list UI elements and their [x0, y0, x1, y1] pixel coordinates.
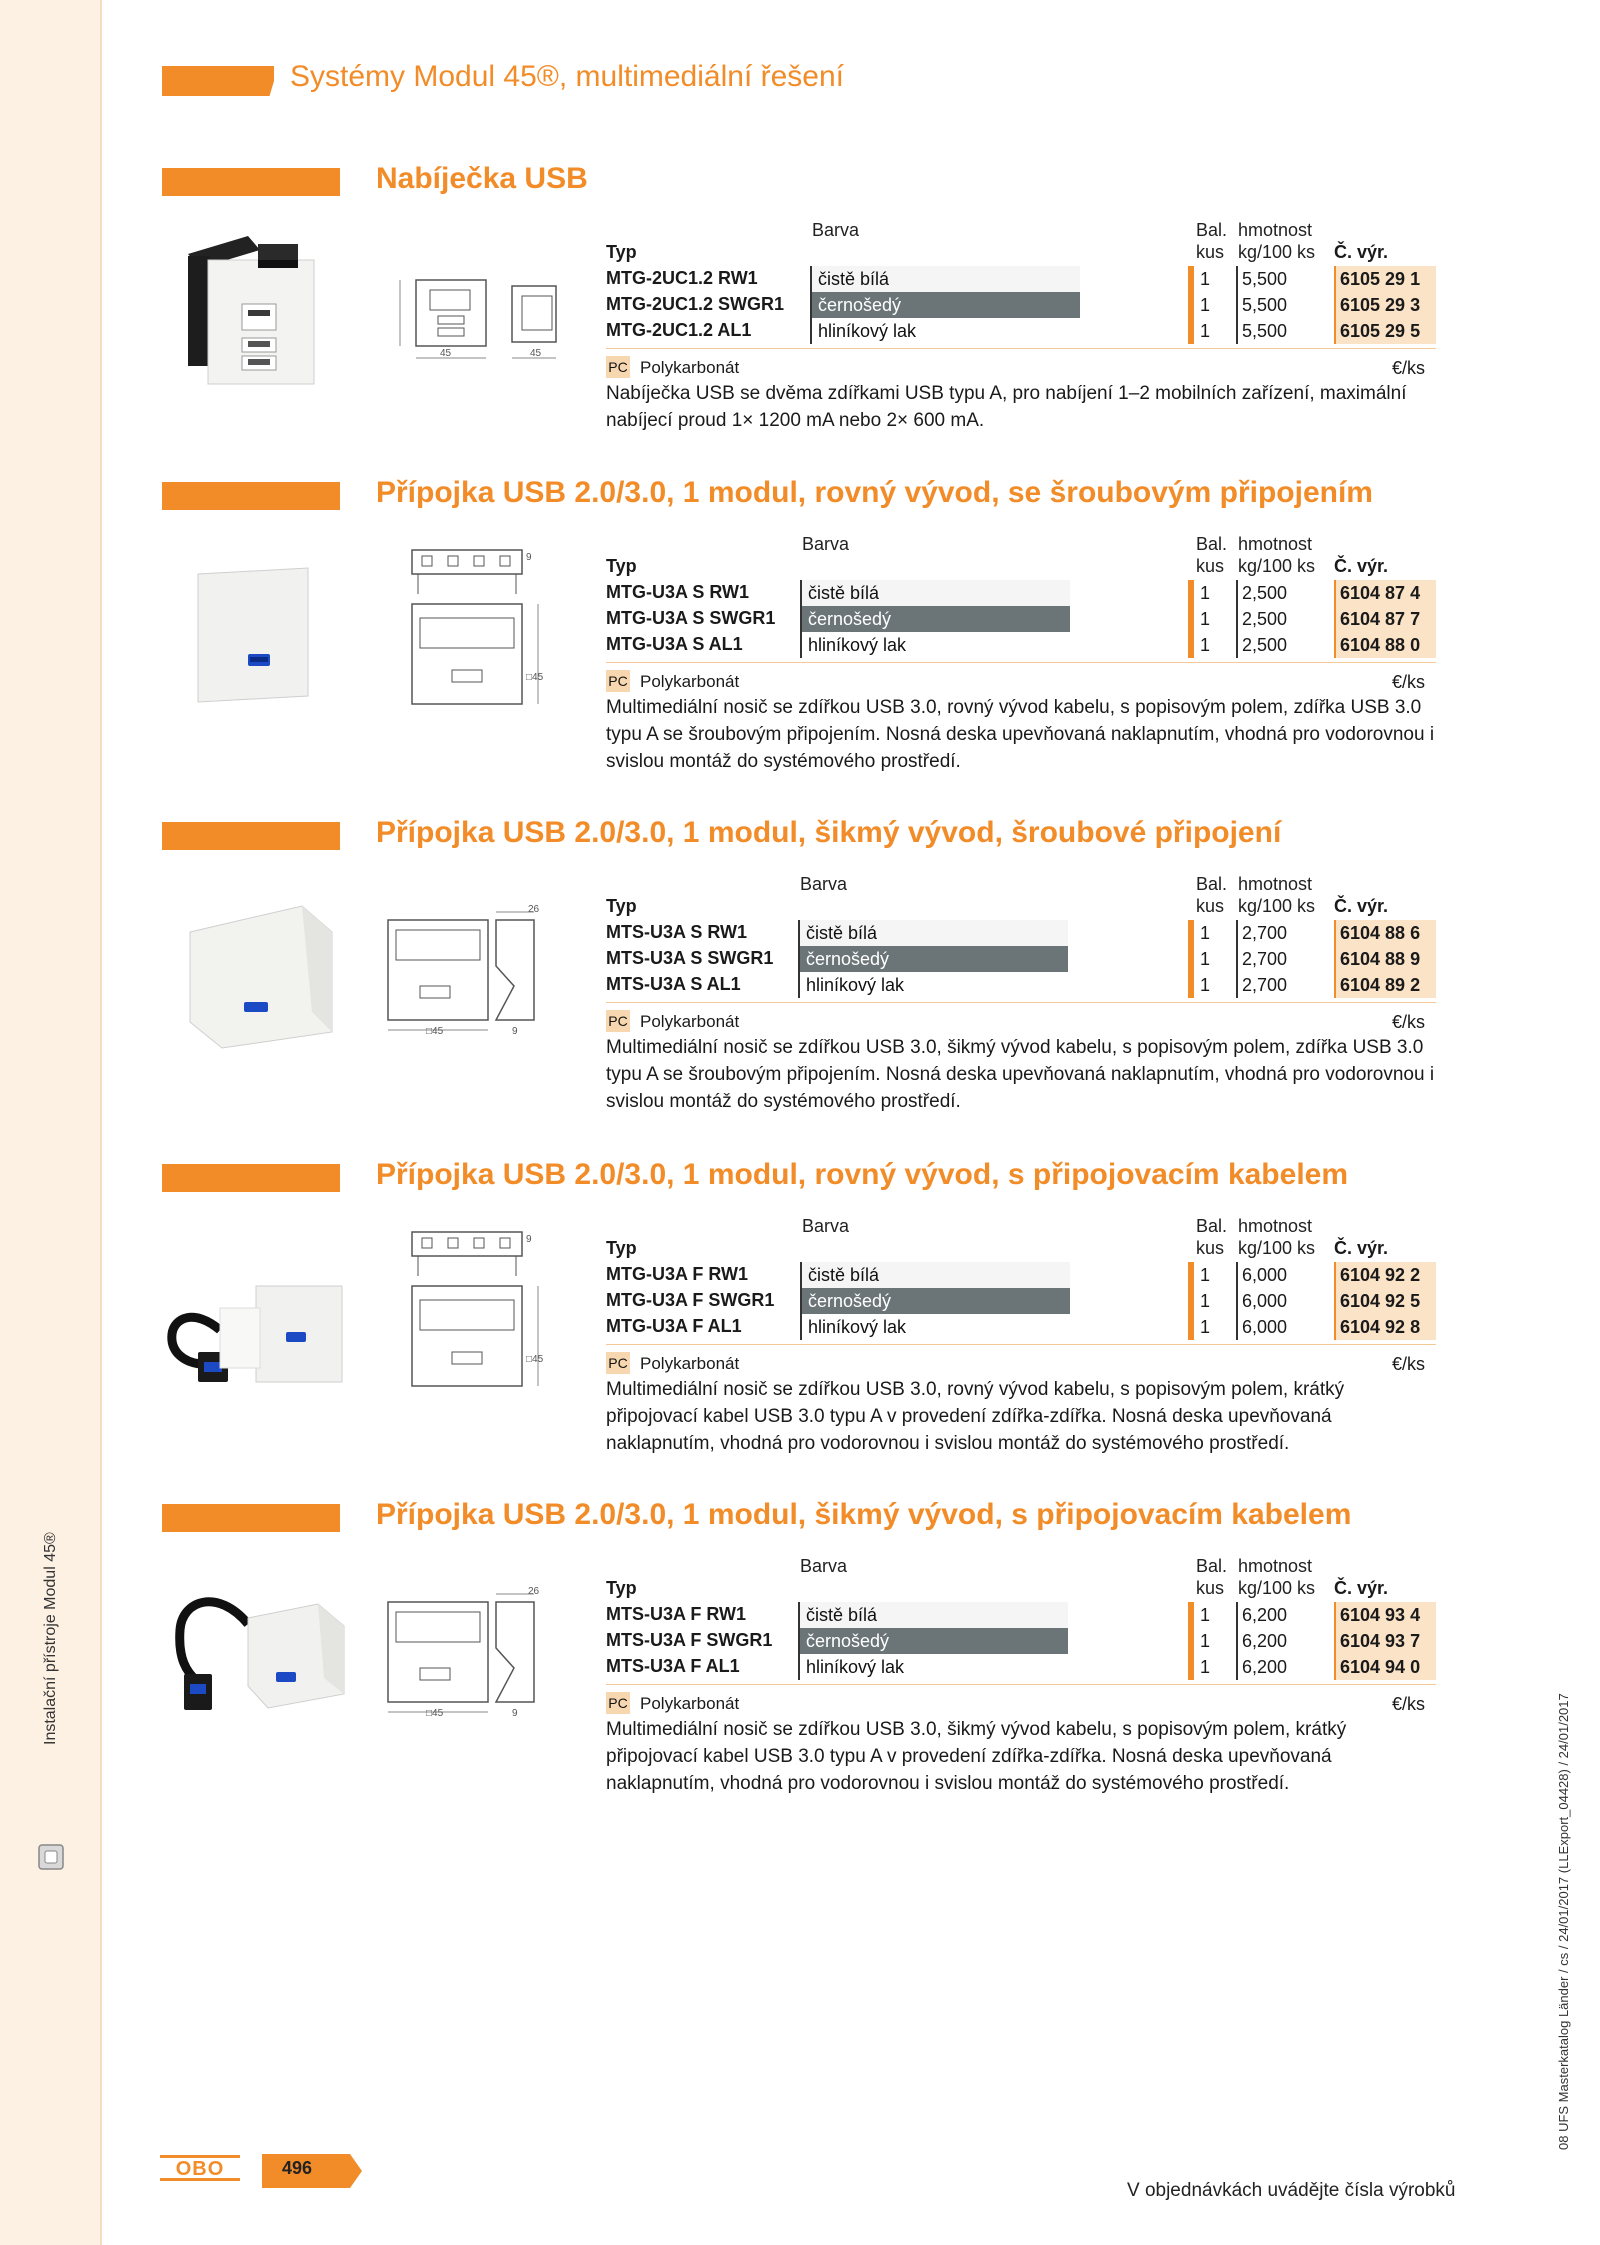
catalog-meta-text: 08 UFS Masterkatalog Länder / cs / 24/01/2017 (LLExport_04428) / 24/01/2017	[1556, 1693, 1571, 2150]
table-divider	[606, 1344, 1436, 1345]
table-row	[606, 1288, 1436, 1314]
cell-hmotnost: 6,000	[1236, 1288, 1332, 1314]
dimension-label: 26	[528, 1586, 540, 1597]
product-description: Nabíječka USB se dvěma zdířkami USB typu A, pro nabíjení 1–2 mobilních zařízení, maximální nabíjecí proud 1× 1200 mA nebo 2× 600 mA.	[606, 383, 1407, 431]
section-accent-bar	[162, 1504, 340, 1532]
material-badge: PC	[606, 1010, 630, 1032]
dimension-label: □45	[526, 1354, 544, 1365]
price-unit: €/ks	[1392, 1012, 1426, 1032]
table-row	[606, 946, 1436, 972]
dimension-label: 9	[526, 1234, 532, 1245]
cell-hmotnost: 2,500	[1236, 606, 1332, 632]
table-row	[606, 606, 1436, 632]
dimension-label: □45	[526, 672, 544, 683]
col-header-hmotnost: hmotnost	[1238, 220, 1313, 240]
cell-barva: černošedý	[810, 292, 1080, 318]
logo-text: OBO	[175, 2158, 225, 2180]
section-title: Přípojka USB 2.0/3.0, 1 modul, šikmý vývod, šroubové připojení	[376, 816, 1282, 849]
cell-barva: čistě bílá	[798, 1602, 1068, 1628]
section-title: Přípojka USB 2.0/3.0, 1 modul, rovný vývod, s připojovacím kabelem	[376, 1158, 1349, 1191]
col-header-kg: kg/100 ks	[1238, 242, 1316, 262]
sidebar-category-label: Instalační přístroje Modul 45®	[42, 1532, 59, 1745]
usb-straight-screw-photo	[188, 566, 328, 706]
cell-hmotnost: 6,200	[1236, 1602, 1332, 1628]
usb-angled-cable-photo	[168, 1574, 348, 1724]
material-label: Polykarbonát	[640, 1694, 740, 1713]
sidebar-divider	[100, 0, 102, 2245]
cell-barva: černošedý	[798, 1628, 1068, 1654]
table-row	[606, 292, 1436, 318]
table-divider	[606, 1002, 1436, 1003]
table-row	[606, 580, 1436, 606]
table-divider	[606, 662, 1436, 663]
cell-kus: 1	[1188, 1314, 1222, 1340]
cell-hmotnost: 5,500	[1236, 266, 1332, 292]
table-row	[606, 266, 1436, 292]
price-unit: €/ks	[1392, 672, 1426, 692]
cell-cislo: 6104 93 7	[1334, 1628, 1436, 1654]
dimension-label: 45	[440, 348, 452, 359]
cell-hmotnost: 6,000	[1236, 1262, 1332, 1288]
cell-typ: MTG-2UC1.2 SWGR1	[606, 294, 785, 314]
cell-hmotnost: 6,200	[1236, 1628, 1332, 1654]
section-accent-bar	[162, 482, 340, 510]
cell-cislo: 6105 29 5	[1334, 318, 1436, 344]
dimension-label: 45	[530, 348, 542, 359]
cell-typ: MTS-U3A S SWGR1	[606, 948, 774, 968]
cell-typ: MTG-U3A S RW1	[606, 582, 750, 602]
col-header-cislo: Č. výr.	[1334, 1238, 1389, 1258]
cell-barva: hliníkový lak	[798, 972, 1068, 998]
col-header-bal: Bal.	[1196, 1556, 1228, 1576]
table-row	[606, 1628, 1436, 1654]
cell-hmotnost: 5,500	[1236, 292, 1332, 318]
table-divider	[606, 348, 1436, 349]
sidebar-vertical-text	[42, 1532, 62, 1765]
cell-kus: 1	[1188, 318, 1222, 344]
cell-typ: MTS-U3A S RW1	[606, 922, 748, 942]
cell-barva: čistě bílá	[798, 920, 1068, 946]
cell-cislo: 6104 92 8	[1334, 1314, 1436, 1340]
dimension-label: 9	[512, 1026, 518, 1037]
cell-barva: hliníkový lak	[800, 632, 1070, 658]
cell-cislo: 6104 87 7	[1334, 606, 1436, 632]
col-header-barva: Barva	[802, 1216, 850, 1236]
cell-typ: MTG-2UC1.2 RW1	[606, 268, 758, 288]
section-accent-bar	[162, 822, 340, 850]
col-header-typ: Typ	[606, 896, 637, 916]
section-accent-bar	[162, 1164, 340, 1192]
cell-cislo: 6104 88 6	[1334, 920, 1436, 946]
usb-charger-drawing	[390, 260, 590, 370]
material-label: Polykarbonát	[640, 1354, 740, 1373]
cell-hmotnost: 6,000	[1236, 1314, 1332, 1340]
col-header-bal: Bal.	[1196, 1216, 1228, 1236]
header-accent-bar	[162, 66, 274, 96]
usb-charger-photo	[178, 234, 338, 404]
cell-typ: MTS-U3A S AL1	[606, 974, 741, 994]
cell-hmotnost: 2,500	[1236, 580, 1332, 606]
product-description: Multimediální nosič se zdířkou USB 3.0, šikmý vývod kabelu, s popisovým polem, krátký připojovací kabel USB 3.0 typu A v provedení zdířka-zdířka. Nosná deska upevňovaná naklapnutím, vhodná pro vodorovnou i svislou montáž do systémového prostředí.	[606, 1719, 1347, 1794]
col-header-kg: kg/100 ks	[1238, 1578, 1316, 1598]
section-accent-bar	[162, 168, 340, 196]
table-row	[606, 972, 1436, 998]
product-description: Multimediální nosič se zdířkou USB 3.0, šikmý vývod kabelu, s popisovým polem, zdířka USB 3.0 typu A se šroubovým připojením. Nosná deska upevňovaná naklapnutím, vhodná pro vodorovnou i svislou montáž do systémového prostředí.	[606, 1037, 1435, 1112]
page-title: Systémy Modul 45®, multimediální řešení	[290, 60, 844, 93]
material-badge: PC	[606, 356, 630, 378]
cell-kus: 1	[1188, 292, 1222, 318]
dimension-label: □45	[426, 1026, 444, 1037]
price-unit: €/ks	[1392, 358, 1426, 378]
cell-kus: 1	[1188, 920, 1222, 946]
cell-hmotnost: 2,700	[1236, 920, 1332, 946]
cell-kus: 1	[1188, 1628, 1222, 1654]
cell-barva: hliníkový lak	[810, 318, 1080, 344]
cell-typ: MTS-U3A F AL1	[606, 1656, 740, 1676]
cell-kus: 1	[1188, 632, 1222, 658]
cell-typ: MTG-U3A F RW1	[606, 1264, 748, 1284]
cell-barva: černošedý	[798, 946, 1068, 972]
price-unit: €/ks	[1392, 1694, 1426, 1714]
cell-typ: MTS-U3A F RW1	[606, 1604, 747, 1624]
cell-typ: MTG-U3A S SWGR1	[606, 608, 776, 628]
material-label: Polykarbonát	[640, 1012, 740, 1031]
cell-cislo: 6104 92 5	[1334, 1288, 1436, 1314]
col-header-typ: Typ	[606, 1578, 637, 1598]
cell-kus: 1	[1188, 580, 1222, 606]
col-header-cislo: Č. výr.	[1334, 1578, 1389, 1598]
section-title: Přípojka USB 2.0/3.0, 1 modul, rovný vývod, se šroubovým připojením	[376, 476, 1373, 509]
usb-angled-screw-photo	[182, 902, 342, 1052]
cell-barva: čistě bílá	[810, 266, 1080, 292]
usb-angled-cable-drawing	[384, 1588, 554, 1718]
col-header-kus: kus	[1196, 896, 1225, 916]
cell-hmotnost: 2,700	[1236, 946, 1332, 972]
col-header-kus: kus	[1196, 556, 1225, 576]
col-header-cislo: Č. výr.	[1334, 896, 1389, 916]
cell-typ: MTS-U3A F SWGR1	[606, 1630, 773, 1650]
col-header-cislo: Č. výr.	[1334, 556, 1389, 576]
table-row	[606, 1314, 1436, 1340]
cell-typ: MTG-U3A F AL1	[606, 1316, 742, 1336]
cell-barva: černošedý	[800, 606, 1070, 632]
cell-kus: 1	[1188, 606, 1222, 632]
cell-cislo: 6104 88 9	[1334, 946, 1436, 972]
usb-straight-cable-photo	[164, 1268, 344, 1388]
col-header-typ: Typ	[606, 556, 637, 576]
table-row	[606, 318, 1436, 344]
cell-typ: MTG-2UC1.2 AL1	[606, 320, 752, 340]
cell-cislo: 6105 29 1	[1334, 266, 1436, 292]
product-description: Multimediální nosič se zdířkou USB 3.0, rovný vývod kabelu, s popisovým polem, krátký připojovací kabel USB 3.0 typu A v provedení zdířka-zdířka. Nosná deska upevňovaná naklapnutím, vhodná pro vodorovnou i svislou montáž do systémového prostředí.	[606, 1379, 1345, 1454]
col-header-cislo: Č. výr.	[1334, 242, 1389, 262]
usb-angled-screw-drawing	[384, 906, 554, 1036]
col-header-barva: Barva	[812, 220, 860, 240]
cell-kus: 1	[1188, 266, 1222, 292]
col-header-hmotnost: hmotnost	[1238, 534, 1313, 554]
cell-barva: černošedý	[800, 1288, 1070, 1314]
table-row	[606, 1654, 1436, 1680]
left-sidebar	[0, 0, 100, 2245]
cell-typ: MTG-U3A S AL1	[606, 634, 743, 654]
cell-hmotnost: 6,200	[1236, 1654, 1332, 1680]
col-header-bal: Bal.	[1196, 220, 1228, 240]
page-number: 496	[282, 2158, 313, 2178]
cell-kus: 1	[1188, 972, 1222, 998]
col-header-barva: Barva	[802, 534, 850, 554]
table-row	[606, 1262, 1436, 1288]
table-divider	[606, 1684, 1436, 1685]
cell-kus: 1	[1188, 1654, 1222, 1680]
product-description: Multimediální nosič se zdířkou USB 3.0, rovný vývod kabelu, s popisovým polem, zdířka USB 3.0 typu A se šroubovým připojením. Nosná deska upevňovaná naklapnutím, vhodná pro vodorovnou i svislou montáž do systémového prostředí.	[606, 697, 1435, 772]
dimension-label: 9	[512, 1708, 518, 1719]
col-header-typ: Typ	[606, 242, 637, 262]
table-row	[606, 1602, 1436, 1628]
module-socket-icon	[36, 1842, 66, 1872]
col-header-kus: kus	[1196, 1578, 1225, 1598]
cell-cislo: 6104 87 4	[1334, 580, 1436, 606]
col-header-kg: kg/100 ks	[1238, 556, 1316, 576]
cell-cislo: 6105 29 3	[1334, 292, 1436, 318]
col-header-barva: Barva	[800, 1556, 848, 1576]
cell-barva: čistě bílá	[800, 580, 1070, 606]
cell-cislo: 6104 88 0	[1334, 632, 1436, 658]
material-label: Polykarbonát	[640, 672, 740, 691]
table-row	[606, 632, 1436, 658]
cell-kus: 1	[1188, 1602, 1222, 1628]
footer-note: V objednávkách uvádějte čísla výrobků	[1127, 2180, 1456, 2201]
cell-cislo: 6104 89 2	[1334, 972, 1436, 998]
cell-typ: MTG-U3A F SWGR1	[606, 1290, 775, 1310]
cell-hmotnost: 2,500	[1236, 632, 1332, 658]
cell-kus: 1	[1188, 1288, 1222, 1314]
cell-cislo: 6104 93 4	[1334, 1602, 1436, 1628]
cell-kus: 1	[1188, 946, 1222, 972]
dimension-label: 26	[528, 904, 540, 915]
col-header-barva: Barva	[800, 874, 848, 894]
material-label: Polykarbonát	[640, 358, 740, 377]
cell-barva: čistě bílá	[800, 1262, 1070, 1288]
cell-barva: hliníkový lak	[800, 1314, 1070, 1340]
material-badge: PC	[606, 1692, 630, 1714]
col-header-hmotnost: hmotnost	[1238, 1216, 1313, 1236]
section-title: Nabíječka USB	[376, 162, 588, 195]
col-header-kus: kus	[1196, 1238, 1225, 1258]
cell-kus: 1	[1188, 1262, 1222, 1288]
cell-cislo: 6104 94 0	[1334, 1654, 1436, 1680]
col-header-kg: kg/100 ks	[1238, 1238, 1316, 1258]
col-header-hmotnost: hmotnost	[1238, 1556, 1313, 1576]
col-header-typ: Typ	[606, 1238, 637, 1258]
col-header-kg: kg/100 ks	[1238, 896, 1316, 916]
material-badge: PC	[606, 670, 630, 692]
cell-hmotnost: 5,500	[1236, 318, 1332, 344]
table-row	[606, 920, 1436, 946]
section-title: Přípojka USB 2.0/3.0, 1 modul, šikmý vývod, s připojovacím kabelem	[376, 1498, 1352, 1531]
col-header-hmotnost: hmotnost	[1238, 874, 1313, 894]
price-unit: €/ks	[1392, 1354, 1426, 1374]
col-header-bal: Bal.	[1196, 874, 1228, 894]
material-badge: PC	[606, 1352, 630, 1374]
cell-cislo: 6104 92 2	[1334, 1262, 1436, 1288]
dimension-label: 9	[526, 552, 532, 563]
cell-hmotnost: 2,700	[1236, 972, 1332, 998]
cell-barva: hliníkový lak	[798, 1654, 1068, 1680]
dimension-label: □45	[426, 1708, 444, 1719]
col-header-kus: kus	[1196, 242, 1225, 262]
col-header-bal: Bal.	[1196, 534, 1228, 554]
obo-logo	[160, 2155, 240, 2181]
